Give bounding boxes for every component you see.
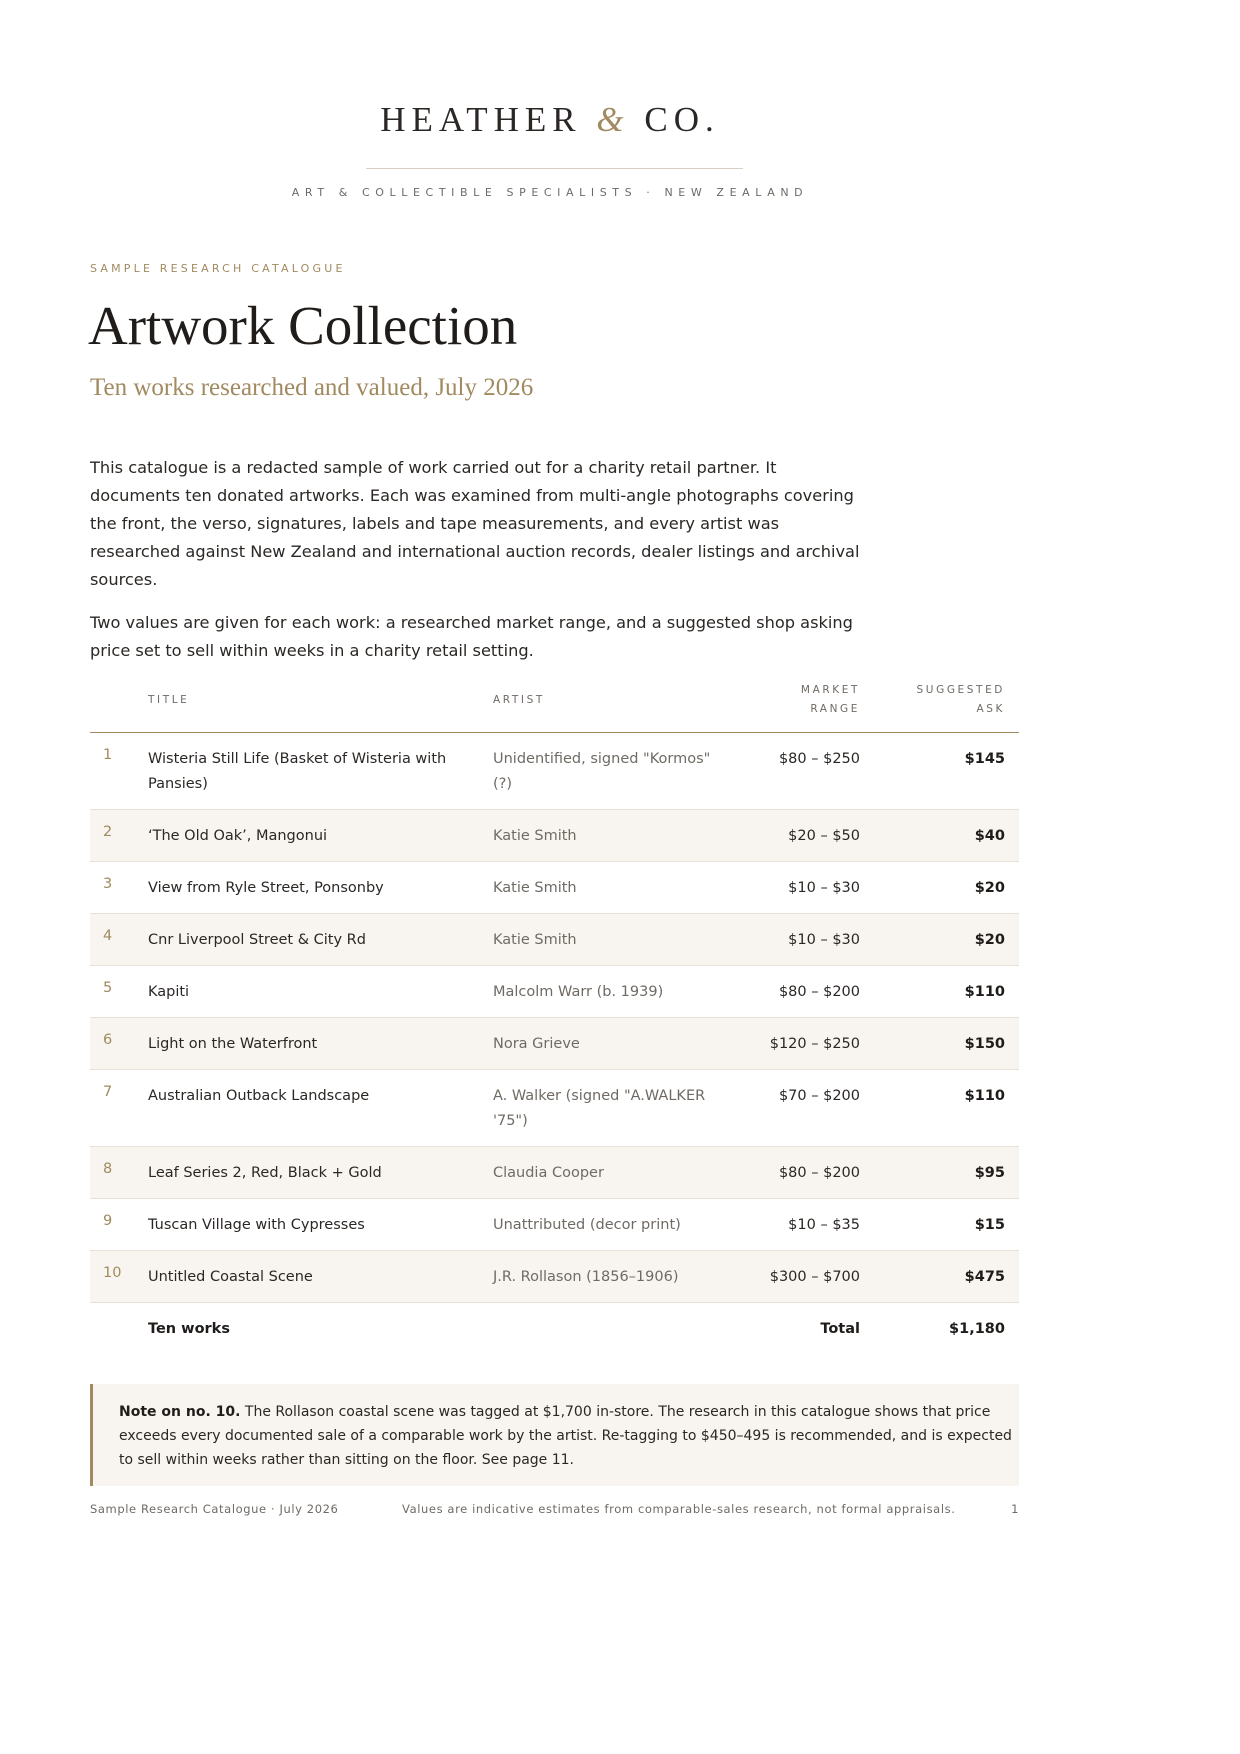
intro-paragraph: This catalogue is a redacted sample of work carried out for a charity retail partner. It documents ten donated artworks. Each was examined from multi-angle photographs covering the front, the verso, signatures, labels and tape measurements, and every artist was researched against New Zealand and international auction records, dealer listings and archival sources. (90, 458, 860, 589)
row-title: Tuscan Village with Cypresses (148, 1217, 365, 1233)
footer-disclaimer: Values are indicative estimates from comparable-sales research, not formal appraisals. (402, 1502, 956, 1516)
row-market-range: $80 – $200 (778, 984, 860, 1000)
intro-paragraph: Two values are given for each work: a researched market range, and a suggested shop asking price set to sell within weeks in a charity retail setting. (90, 613, 853, 660)
note-callout (90, 1384, 1019, 1486)
row-market-range: $300 – $700 (769, 1269, 860, 1285)
row-suggested-ask: $15 (974, 1217, 1005, 1233)
row-artist: A. Walker (signed "A.WALKER '75") (493, 1088, 706, 1129)
row-suggested-ask: $20 (974, 932, 1005, 948)
row-suggested-ask: $150 (964, 1036, 1005, 1052)
row-artist: Nora Grieve (493, 1036, 580, 1052)
brand-name-right: CO. (644, 100, 720, 139)
row-suggested-ask: $20 (974, 880, 1005, 896)
footer-left: Sample Research Catalogue · July 2026 (90, 1502, 339, 1516)
row-number: 6 (103, 1032, 113, 1048)
table-row (90, 914, 1019, 966)
row-market-range: $10 – $35 (788, 1217, 860, 1233)
row-title: Light on the Waterfront (148, 1036, 318, 1052)
header-artist: ARTIST (493, 694, 545, 706)
row-title: Untitled Coastal Scene (148, 1269, 313, 1285)
row-suggested-ask: $110 (964, 984, 1005, 1000)
table-row (90, 1251, 1019, 1303)
row-number: 7 (103, 1084, 113, 1100)
row-market-range: $10 – $30 (788, 880, 860, 896)
row-number: 9 (103, 1213, 113, 1229)
brand-tagline: ART & COLLECTIBLE SPECIALISTS · NEW ZEALAND (291, 186, 809, 199)
table-row (90, 862, 1019, 914)
brand-ampersand: & (596, 100, 630, 139)
row-suggested-ask: $145 (964, 751, 1005, 767)
row-market-range: $120 – $250 (769, 1036, 860, 1052)
total-label: Ten works (148, 1321, 230, 1337)
row-number: 8 (103, 1161, 113, 1177)
row-title: View from Ryle Street, Ponsonby (148, 880, 384, 896)
row-number: 1 (103, 747, 113, 763)
row-artist: Unattributed (decor print) (493, 1217, 681, 1233)
intro-text (90, 454, 870, 680)
header-market-range: MARKET RANGE (800, 684, 860, 715)
row-title: Wisteria Still Life (Basket of Wisteria with Pansies) (148, 751, 447, 792)
row-number: 10 (103, 1265, 122, 1281)
table-row (90, 1018, 1019, 1070)
brand-logo (0, 100, 1100, 140)
row-number: 3 (103, 876, 113, 892)
row-title: Leaf Series 2, Red, Black + Gold (148, 1165, 382, 1181)
page-subtitle: Ten works researched and valued, July 2026 (90, 374, 534, 401)
row-artist: Katie Smith (493, 828, 577, 844)
total-value: $1,180 (949, 1321, 1005, 1337)
row-suggested-ask: $475 (964, 1269, 1005, 1285)
catalogue-eyebrow: SAMPLE RESEARCH CATALOGUE (90, 262, 346, 275)
table-row (90, 966, 1019, 1018)
row-number: 4 (103, 928, 113, 944)
row-title: Australian Outback Landscape (148, 1088, 370, 1104)
row-suggested-ask: $40 (974, 828, 1005, 844)
table-total-row (90, 1303, 1019, 1359)
row-artist: Malcolm Warr (b. 1939) (493, 984, 664, 1000)
row-artist: Claudia Cooper (493, 1165, 604, 1181)
row-title: Cnr Liverpool Street & City Rd (148, 932, 366, 948)
row-artist: Unidentified, signed "Kormos" (?) (493, 751, 711, 792)
note-text (119, 1400, 1019, 1472)
table-row (90, 1147, 1019, 1199)
page-title: Artwork Collection (88, 295, 518, 356)
brand-name-left: HEATHER (380, 100, 582, 139)
table-row (90, 733, 1019, 810)
artwork-table (90, 676, 1019, 1359)
table-row (90, 810, 1019, 862)
row-title: Kapiti (148, 984, 190, 1000)
note-lead: Note on no. 10. (119, 1404, 241, 1420)
row-number: 5 (103, 980, 113, 996)
row-market-range: $80 – $200 (778, 1165, 860, 1181)
header-suggested-ask: SUGGESTED ASK (916, 684, 1005, 715)
table-header (90, 676, 1019, 733)
row-artist: Katie Smith (493, 932, 577, 948)
row-title: ‘The Old Oak’, Mangonui (148, 828, 328, 844)
row-market-range: $80 – $250 (778, 751, 860, 767)
brand-divider (366, 168, 743, 169)
row-suggested-ask: $95 (974, 1165, 1005, 1181)
page-number: 1 (1011, 1502, 1019, 1516)
table-row (90, 1199, 1019, 1251)
row-number: 2 (103, 824, 113, 840)
row-market-range: $20 – $50 (788, 828, 860, 844)
row-market-range: $10 – $30 (788, 932, 860, 948)
row-suggested-ask: $110 (964, 1088, 1005, 1104)
row-artist: J.R. Rollason (1856–1906) (493, 1269, 679, 1285)
row-market-range: $70 – $200 (778, 1088, 860, 1104)
total-caption: Total (820, 1321, 860, 1337)
row-artist: Katie Smith (493, 880, 577, 896)
header-title: TITLE (148, 694, 190, 706)
note-body: The Rollason coastal scene was tagged at $1,700 in-store. The research in this catalogue shows that price exceeds every documented sale of a comparable work by the artist. Re-tagging to $450–495 is recommended, and is expected to sell within weeks rather than sitting on the floor. See page 11. (119, 1404, 1012, 1468)
table-row (90, 1070, 1019, 1147)
